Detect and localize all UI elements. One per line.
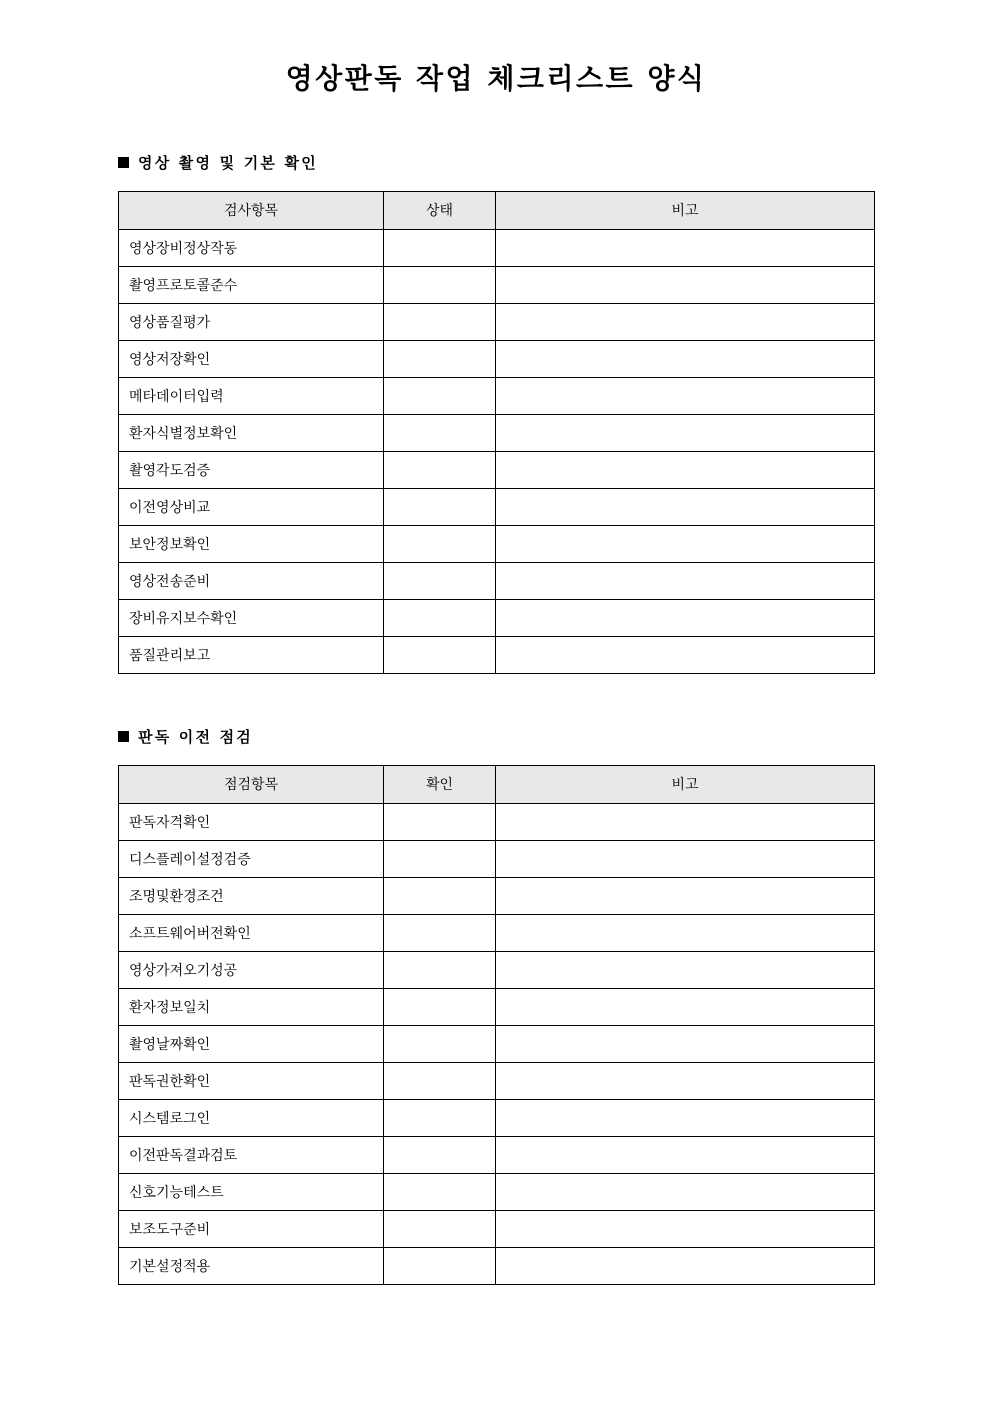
cell-state[interactable] [384,488,496,525]
cell-note[interactable] [496,266,875,303]
cell-note[interactable] [496,599,875,636]
cell-note[interactable] [496,1099,875,1136]
table-row [119,229,875,266]
cell-note[interactable] [496,414,875,451]
cell-state[interactable] [384,1173,496,1210]
cell-item: 촬영날짜확인 [119,1025,384,1062]
table-row [119,1099,875,1136]
table-row [119,451,875,488]
cell-state[interactable] [384,840,496,877]
cell-note[interactable] [496,377,875,414]
table-container-pre-reading [0,747,992,1285]
cell-item: 장비유지보수확인 [119,599,384,636]
cell-item: 환자정보일치 [119,988,384,1025]
cell-note[interactable] [496,340,875,377]
cell-item: 보조도구준비 [119,1210,384,1247]
table-row [119,1173,875,1210]
cell-state[interactable] [384,803,496,840]
cell-item: 소프트웨어버전확인 [119,914,384,951]
cell-note[interactable] [496,1136,875,1173]
table-row [119,1247,875,1284]
cell-item: 영상품질평가 [119,303,384,340]
cell-state[interactable] [384,951,496,988]
cell-state[interactable] [384,1136,496,1173]
table-row [119,599,875,636]
table-row [119,840,875,877]
cell-item: 디스플레이설정검증 [119,840,384,877]
cell-note[interactable] [496,488,875,525]
cell-note[interactable] [496,988,875,1025]
cell-item: 촬영프로토콜준수 [119,266,384,303]
table-row [119,1210,875,1247]
table-body-imaging [119,229,875,673]
checklist-table-imaging [118,191,875,674]
cell-state[interactable] [384,1025,496,1062]
cell-state[interactable] [384,414,496,451]
cell-state[interactable] [384,1210,496,1247]
table-row [119,488,875,525]
table-row [119,1025,875,1062]
cell-state[interactable] [384,451,496,488]
cell-state[interactable] [384,340,496,377]
table-row [119,1136,875,1173]
cell-note[interactable] [496,1247,875,1284]
cell-state[interactable] [384,877,496,914]
table-row [119,636,875,673]
cell-item: 시스템로그인 [119,1099,384,1136]
cell-item: 품질관리보고 [119,636,384,673]
table-container-imaging [0,173,992,674]
section-heading-label: 판독 이전 점검 [138,727,253,746]
cell-item: 신호기능테스트 [119,1173,384,1210]
cell-item: 촬영각도검증 [119,451,384,488]
cell-note[interactable] [496,562,875,599]
cell-state[interactable] [384,988,496,1025]
table-header-imaging [119,191,875,229]
column-header-item: 점검항목 [119,765,384,803]
cell-note[interactable] [496,636,875,673]
cell-state[interactable] [384,1099,496,1136]
table-row [119,377,875,414]
cell-state[interactable] [384,636,496,673]
cell-note[interactable] [496,914,875,951]
column-header-note: 비고 [496,191,875,229]
table-row [119,803,875,840]
cell-item: 영상장비정상작동 [119,229,384,266]
cell-note[interactable] [496,1062,875,1099]
cell-note[interactable] [496,303,875,340]
cell-item: 기본설정적용 [119,1247,384,1284]
cell-state[interactable] [384,1247,496,1284]
cell-item: 영상전송준비 [119,562,384,599]
cell-note[interactable] [496,525,875,562]
cell-note[interactable] [496,840,875,877]
table-header-row [119,191,875,229]
cell-state[interactable] [384,266,496,303]
table-row [119,266,875,303]
table-row [119,525,875,562]
column-header-item: 검사항목 [119,191,384,229]
cell-item: 메타데이터입력 [119,377,384,414]
page-title: 영상판독 작업 체크리스트 양식 [285,62,707,95]
cell-state[interactable] [384,1062,496,1099]
cell-item: 판독자격확인 [119,803,384,840]
cell-state[interactable] [384,377,496,414]
table-row [119,414,875,451]
table-row [119,877,875,914]
cell-item: 조명및환경조건 [119,877,384,914]
cell-state[interactable] [384,562,496,599]
table-row [119,914,875,951]
cell-item: 보안정보확인 [119,525,384,562]
cell-state[interactable] [384,229,496,266]
table-header-row [119,765,875,803]
cell-state[interactable] [384,303,496,340]
table-row [119,988,875,1025]
cell-note[interactable] [496,951,875,988]
cell-item: 영상저장확인 [119,340,384,377]
square-bullet-icon [118,157,129,168]
column-header-state: 확인 [384,765,496,803]
table-header-pre-reading [119,765,875,803]
cell-state[interactable] [384,599,496,636]
cell-note[interactable] [496,1025,875,1062]
cell-item: 판독권한확인 [119,1062,384,1099]
cell-note[interactable] [496,877,875,914]
table-row [119,303,875,340]
section-heading-pre-reading [0,674,992,747]
cell-item: 이전영상비교 [119,488,384,525]
table-body-pre-reading [119,803,875,1284]
cell-note[interactable] [496,451,875,488]
table-row [119,562,875,599]
cell-state[interactable] [384,525,496,562]
table-row [119,1062,875,1099]
cell-note[interactable] [496,803,875,840]
table-row [119,951,875,988]
cell-item: 이전판독결과검토 [119,1136,384,1173]
section-heading-imaging [0,96,992,173]
table-row [119,340,875,377]
cell-note[interactable] [496,229,875,266]
cell-item: 영상가져오기성공 [119,951,384,988]
square-bullet-icon [118,731,129,742]
checklist-table-pre-reading [118,765,875,1285]
column-header-note: 비고 [496,765,875,803]
cell-note[interactable] [496,1173,875,1210]
cell-state[interactable] [384,914,496,951]
section-heading-label: 영상 촬영 및 기본 확인 [138,153,318,172]
cell-note[interactable] [496,1210,875,1247]
cell-item: 환자식별정보확인 [119,414,384,451]
column-header-state: 상태 [384,191,496,229]
